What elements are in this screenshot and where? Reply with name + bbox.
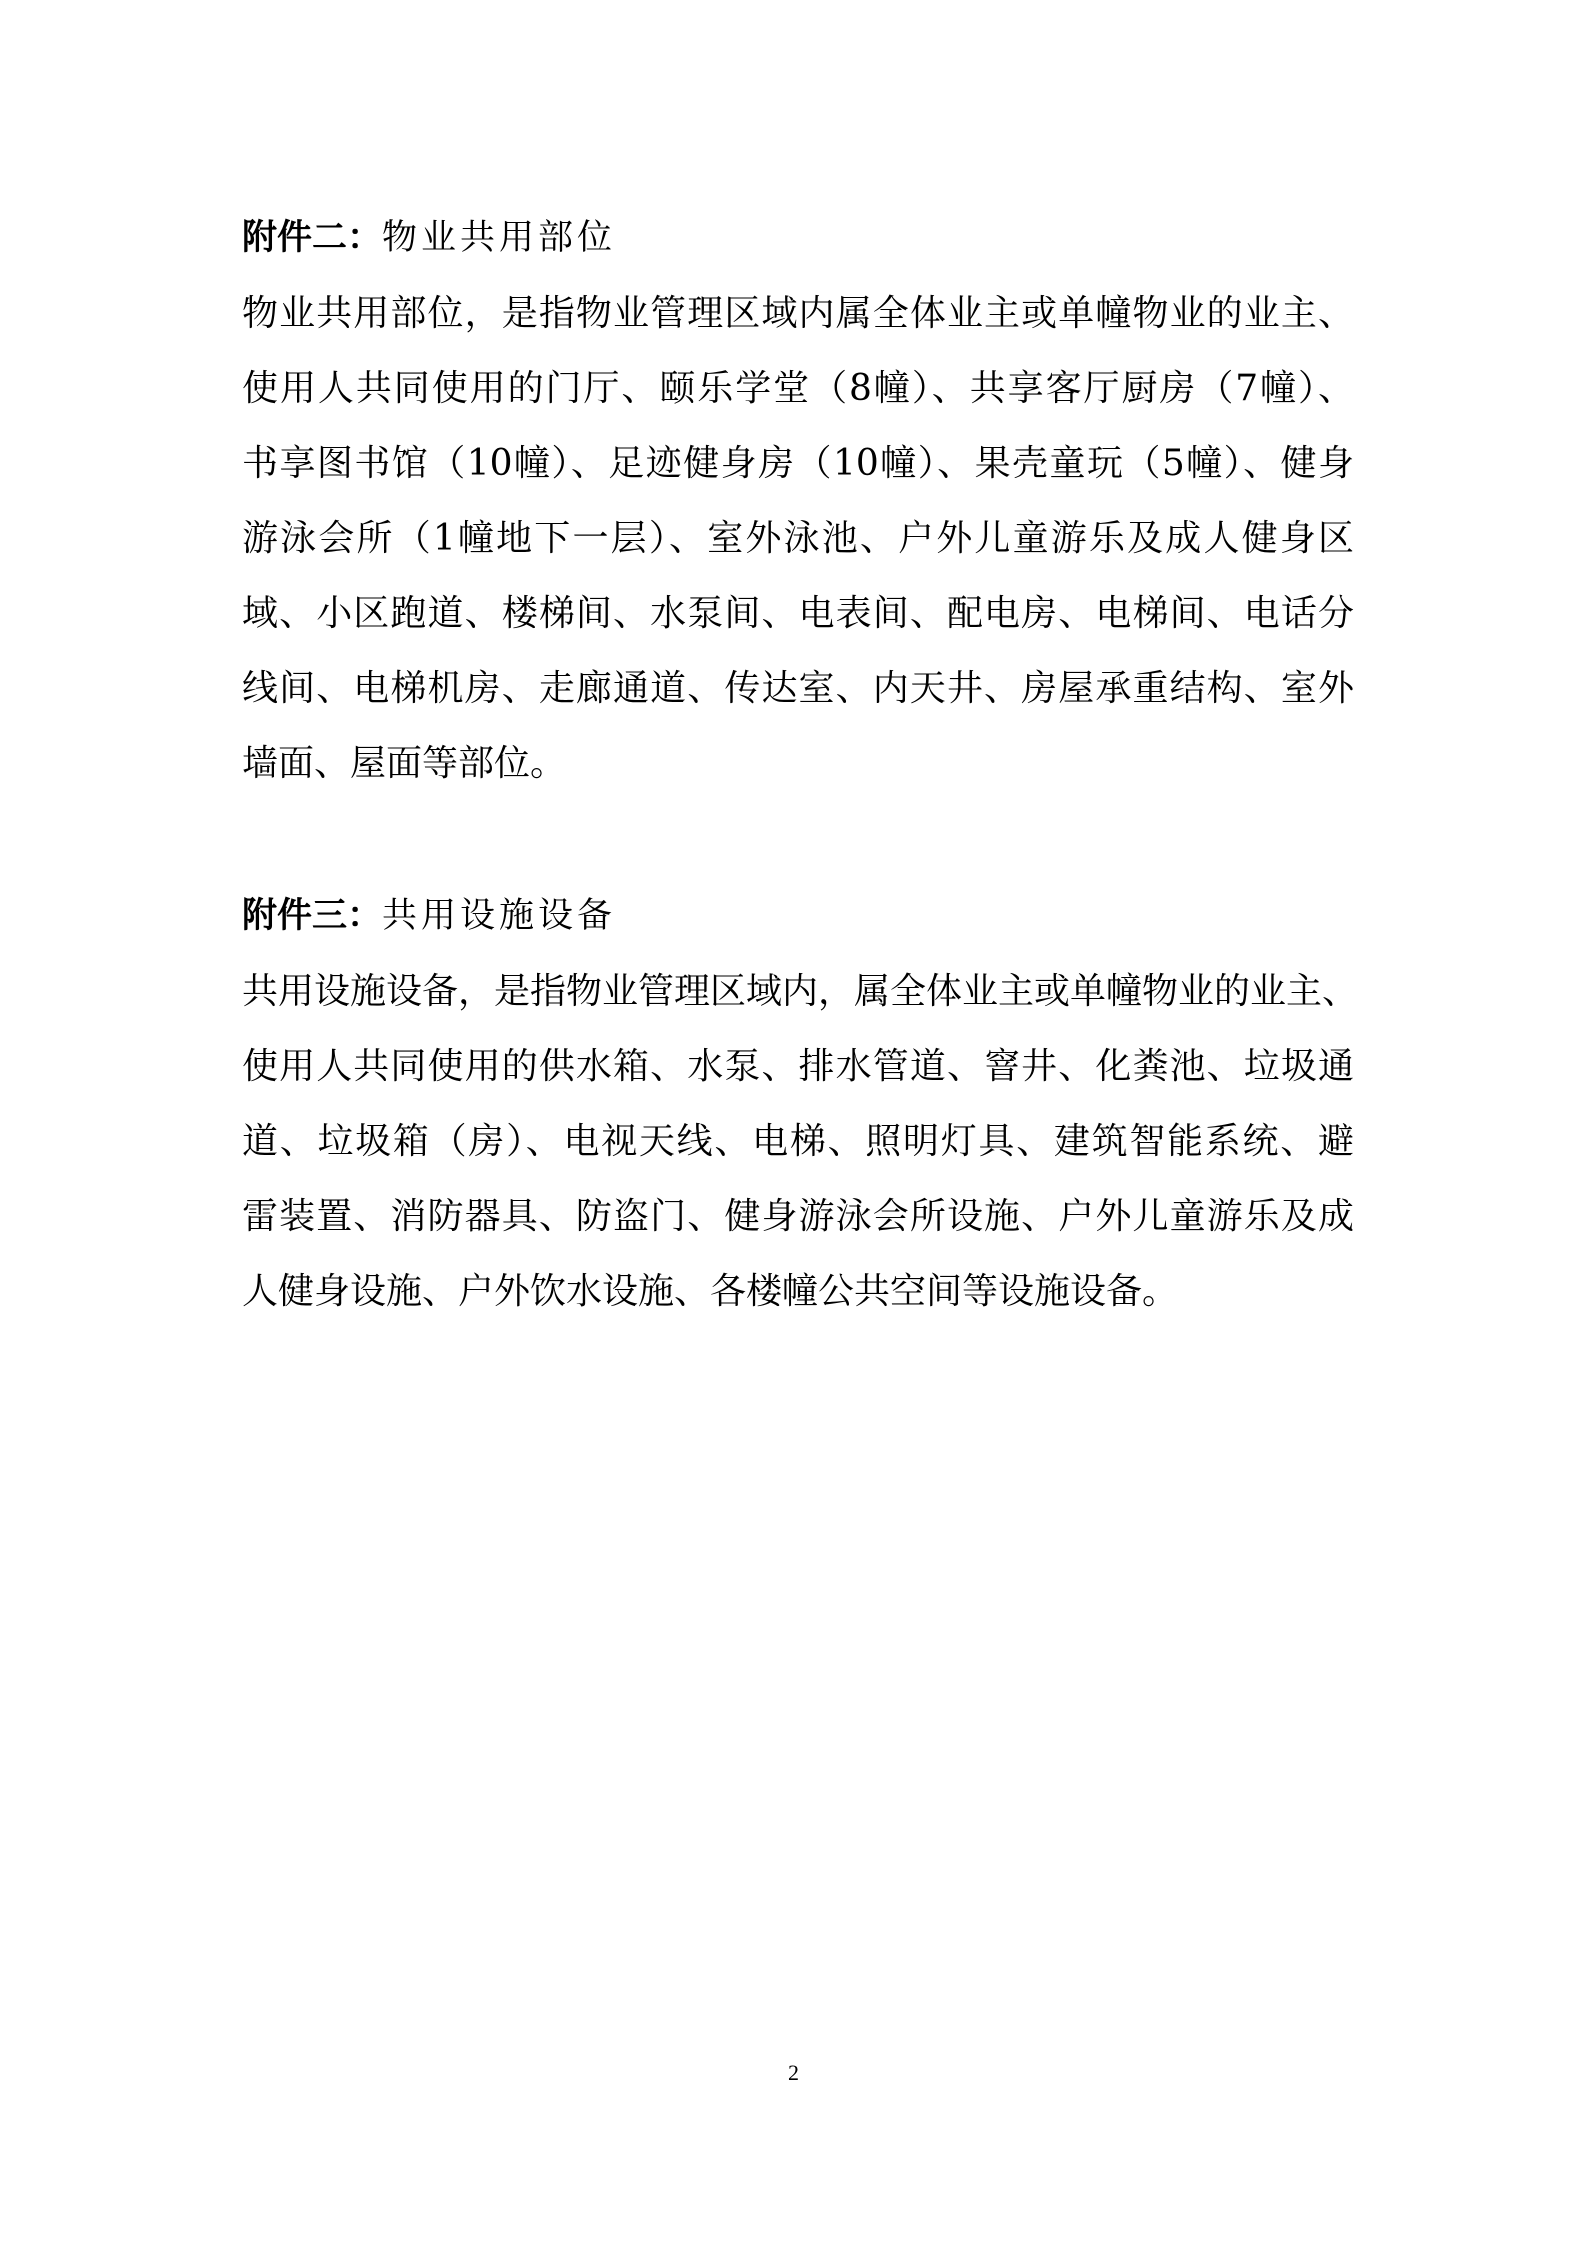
attachment-2-line: 游泳会所（1幢地下一层）、室外泳池、户外儿童游乐及成人健身区 <box>242 518 1354 559</box>
attachment-3-label: 附件三： <box>242 896 383 936</box>
attachment-2-line: 域、小区跑道、楼梯间、水泵间、电表间、配电房、电梯间、电话分 <box>242 593 1354 634</box>
attachment-3-section <box>242 888 1359 1329</box>
attachment-2-title: 物业共用部位 <box>382 218 617 258</box>
attachment-2-line: 书享图书馆（10幢）、足迹健身房（10幢）、果壳童玩（5幢）、健身 <box>242 443 1354 484</box>
attachment-3-line: 使用人共同使用的供水箱、水泵、排水管道、窨井、化粪池、垃圾通 <box>242 1046 1354 1087</box>
attachment-2-body <box>242 276 1354 801</box>
attachment-2-line: 使用人共同使用的门厅、颐乐学堂（8幢）、共享客厅厨房（7幢）、 <box>242 368 1354 409</box>
attachment-3-line: 道、垃圾箱（房）、电视天线、电梯、照明灯具、建筑智能系统、避 <box>242 1121 1354 1162</box>
attachment-2-heading <box>242 210 1354 266</box>
attachment-2-label: 附件二： <box>242 218 383 258</box>
attachment-2-line: 墙面、屋面等部位。 <box>242 743 567 784</box>
attachment-3-heading <box>242 888 1354 944</box>
page-number: 2 <box>788 2060 799 2085</box>
attachment-3-body <box>242 954 1359 1329</box>
attachment-3-title: 共用设施设备 <box>382 896 617 936</box>
attachment-2-line: 线间、电梯机房、走廊通道、传达室、内天井、房屋承重结构、室外 <box>242 668 1354 709</box>
attachment-2-line: 物业共用部位，是指物业管理区域内属全体业主或单幢物业的业主、 <box>242 293 1354 334</box>
attachment-3-line: 共用设施设备，是指物业管理区域内，属全体业主或单幢物业的业主、 <box>242 971 1359 1012</box>
attachment-2-section <box>242 210 1354 801</box>
attachment-3-line: 雷装置、消防器具、防盗门、健身游泳会所设施、户外儿童游乐及成 <box>242 1196 1354 1237</box>
attachment-3-line: 人健身设施、户外饮水设施、各楼幢公共空间等设施设备。 <box>242 1271 1179 1312</box>
